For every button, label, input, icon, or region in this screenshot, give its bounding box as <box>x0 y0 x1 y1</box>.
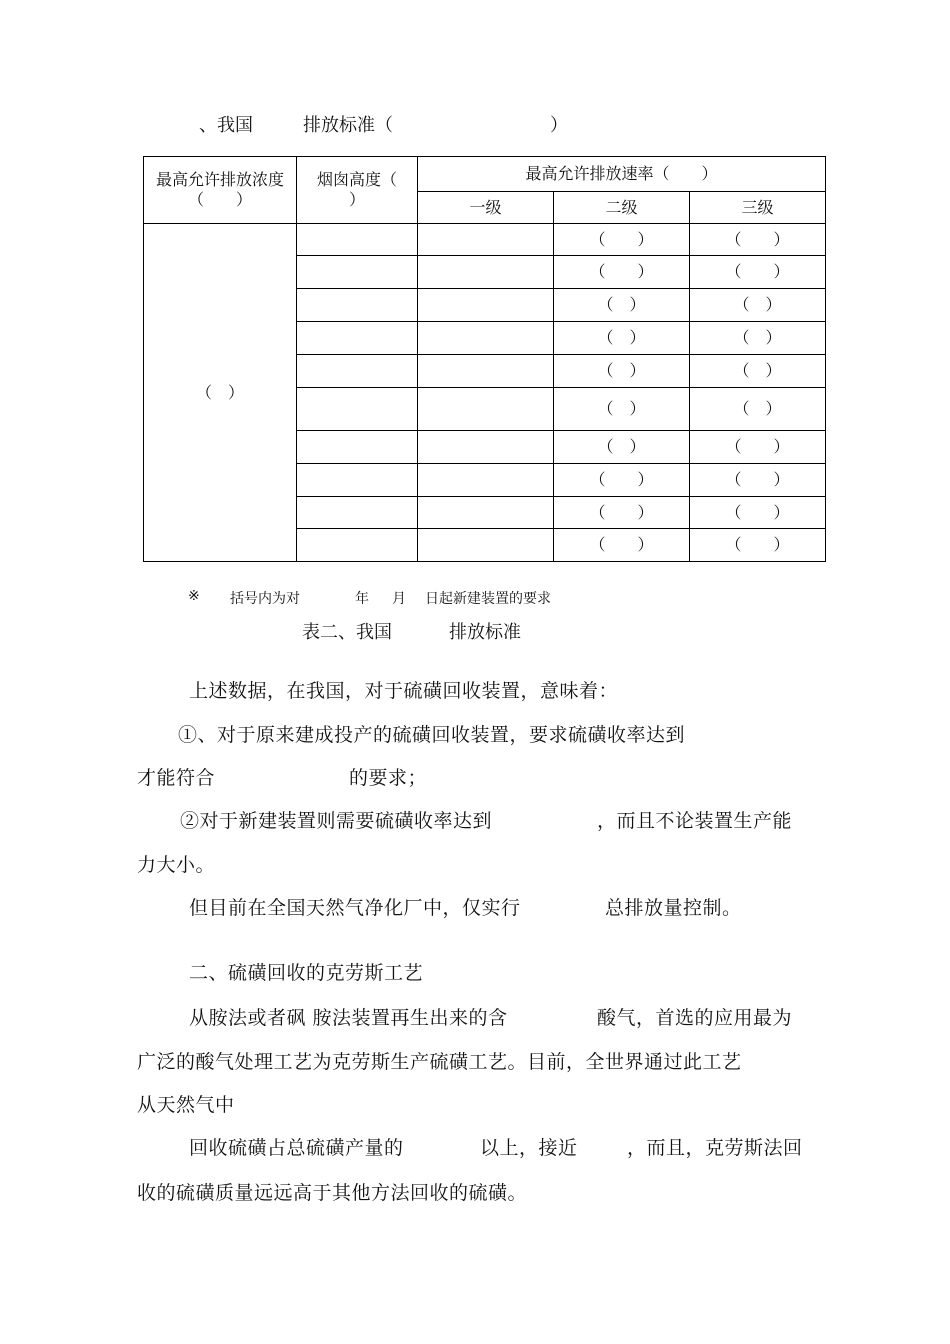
title-close: ） <box>550 115 568 136</box>
paragraph-10b: 以上，接近 <box>480 1137 578 1159</box>
table-cell: （ ） <box>690 431 826 464</box>
title-prefix: 、我国 <box>199 115 253 136</box>
table-cell: （ ） <box>554 529 690 562</box>
note-text-3: 月 <box>392 591 406 607</box>
paragraph-6b: 总排放量控制。 <box>605 897 742 919</box>
paragraph-2: ①、对于原来建成投产的硫磺回收装置，要求硫磺收率达到 <box>178 724 686 746</box>
table-caption-part-2: 排放标准 <box>449 622 521 643</box>
table-cell: （ ） <box>554 224 690 256</box>
table-cell <box>418 256 554 289</box>
paragraph-10c: ，而且，克劳斯法回 <box>627 1137 803 1159</box>
table-cell <box>418 289 554 322</box>
paragraph-3b: 的要求； <box>349 767 428 789</box>
merged-concentration-cell: （ ） <box>144 224 297 562</box>
table-cell <box>418 322 554 355</box>
table-cell: （ ） <box>554 388 690 431</box>
paragraph-11: 收的硫磺质量远远高于其他方法回收的硫磺。 <box>137 1182 528 1204</box>
table-cell <box>297 322 418 355</box>
grade-3-header: 三级 <box>690 192 826 224</box>
table-cell: （ ） <box>690 388 826 431</box>
title-middle: 排放标准（ <box>303 115 393 136</box>
table-cell <box>418 464 554 497</box>
table-cell: （ ） <box>690 464 826 497</box>
paragraph-7a: 从胺法或者砜 胺法装置再生出来的含 <box>189 1007 508 1029</box>
paragraph-3a: 才能符合 <box>137 767 216 789</box>
header-max-concentration: 最高允许排放浓度（ ） <box>144 157 297 224</box>
table-cell <box>418 388 554 431</box>
table-cell: （ ） <box>554 497 690 529</box>
paragraph-10a: 回收硫磺占总硫磺产量的 <box>189 1137 404 1159</box>
table-cell <box>418 355 554 388</box>
note-mark: ※ <box>188 588 200 604</box>
table-cell: （ ） <box>690 322 826 355</box>
table-cell <box>297 388 418 431</box>
header-max-rate: 最高允许排放速率（ ） <box>418 157 826 192</box>
table-cell <box>297 529 418 562</box>
table-cell: （ ） <box>554 289 690 322</box>
note-text-2: 年 <box>355 591 369 607</box>
note-text-1: 括号内为对 <box>230 591 300 607</box>
table-cell: （ ） <box>690 529 826 562</box>
paragraph-5: 力大小。 <box>137 854 216 876</box>
table-cell <box>297 355 418 388</box>
table-cell: （ ） <box>554 355 690 388</box>
table-cell: （ ） <box>554 322 690 355</box>
table-cell <box>297 431 418 464</box>
table-cell <box>418 529 554 562</box>
paragraph-4a: ②对于新建装置则需要硫磺收率达到 <box>180 810 493 832</box>
table-cell: （ ） <box>690 355 826 388</box>
table-cell <box>297 256 418 289</box>
table-cell <box>297 497 418 529</box>
table-cell <box>418 497 554 529</box>
table-cell <box>297 289 418 322</box>
table-cell <box>418 431 554 464</box>
table-cell <box>418 224 554 256</box>
table-cell: （ ） <box>690 256 826 289</box>
table-caption-part-1: 表二、我国 <box>302 622 392 643</box>
paragraph-8: 广泛的酸气处理工艺为克劳斯生产硫磺工艺。目前，全世界通过此工艺 <box>137 1051 742 1073</box>
paragraph-1: 上述数据，在我国，对于硫磺回收装置，意味着： <box>189 680 619 702</box>
table-cell: （ ） <box>690 497 826 529</box>
paragraph-6a: 但目前在全国天然气净化厂中，仅实行 <box>189 897 521 919</box>
table-cell: （ ） <box>690 289 826 322</box>
table-cell <box>297 224 418 256</box>
header-chimney-height: 烟囱高度（ ） <box>297 157 418 224</box>
paragraph-7b: 酸气，首选的应用最为 <box>597 1007 793 1029</box>
paragraph-4b: ，而且不论装置生产能 <box>597 810 793 832</box>
table-cell <box>297 464 418 497</box>
grade-1-header: 一级 <box>418 192 554 224</box>
paragraph-9: 从天然气中 <box>137 1094 235 1116</box>
table-cell: （ ） <box>690 224 826 256</box>
table-cell: （ ） <box>554 256 690 289</box>
section-2-heading: 二、硫磺回收的克劳斯工艺 <box>189 962 424 984</box>
table-cell: （ ） <box>554 431 690 464</box>
table-cell: （ ） <box>554 464 690 497</box>
emission-standard-table <box>143 156 826 562</box>
note-text-4: 日起新建装置的要求 <box>425 591 551 607</box>
grade-2-header: 二级 <box>554 192 690 224</box>
